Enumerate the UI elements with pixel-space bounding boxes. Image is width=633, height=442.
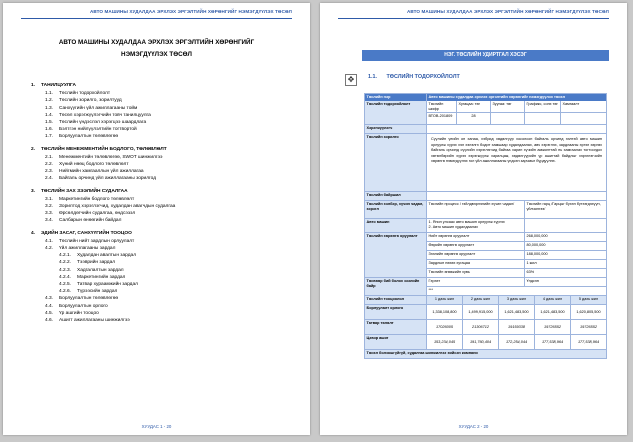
table-row: [364, 192, 607, 201]
toc-entry-number: 1.: [31, 83, 36, 88]
table-cell: Хугацаа: төг: [457, 101, 491, 113]
toc-entry-text: Үр ашгийн тооцоо: [59, 310, 99, 316]
table-cell: 17026005: [427, 320, 463, 335]
table-cell: 19159338: [499, 320, 535, 335]
page-header: АВТО МАШИНЫ ХУДАЛДАА ЭРХЛЭХ ЭРГЭЛТИЙН ХӨРӨНГИЙГ НЭМЭГДҮҮЛЭХ ТӨСӨЛ: [21, 9, 292, 19]
table-cell: ВТОВ-201809: [427, 113, 457, 125]
toc-entry[interactable]: [31, 204, 300, 210]
toc-entry[interactable]: [31, 127, 300, 133]
table-cell: [561, 113, 607, 125]
table-cell: Зээлийн хөрөнгө оруулалт: [427, 251, 525, 260]
table-cell: 177,538,964: [535, 335, 571, 350]
toc-entry-text: Маркетингийн зардал: [77, 274, 126, 280]
toc-entry[interactable]: [31, 113, 300, 119]
list-item-text: Авто машин худалдаалах: [432, 225, 478, 229]
toc-entry-number: 3.3.: [45, 211, 54, 217]
table-cell: [525, 219, 607, 233]
toc-entry-number: 2.: [31, 146, 36, 152]
toc-entry-text: Байгаль орчинд үйл ажиллагааны зорилгод: [59, 176, 157, 182]
table-row: [364, 219, 607, 233]
toc-entry-text: Татвар хураамжийн зардал: [77, 282, 138, 287]
table-cell: 19726552: [535, 320, 571, 335]
table-cell: Төслийн процесс / гэйлдвэрлэлийн хүчин чадал/: [427, 201, 525, 219]
toc-entry[interactable]: [31, 239, 300, 245]
toc-entry-text: Нийгмийн хамгааллын үйл ажиллагаа: [59, 169, 144, 175]
page-footer: ХУУДАС 2 - 20: [458, 424, 489, 429]
table-cell: ***: [427, 287, 607, 296]
toc-entry-text: Төслийн үндэслэл хэрэгцээ шаардлага: [59, 120, 147, 125]
table-cell-label: Борлуулалт орлого: [365, 305, 427, 320]
toc-entry-text: ТӨСЛИЙН МЕНЕЖМЕНТИЙН БОДЛОГО, ТӨЛӨВЛӨЛТ: [41, 146, 167, 152]
table-row: [426, 233, 607, 242]
table-cell: 177,538,964: [571, 335, 607, 350]
table-cell: 3 дахь жил: [499, 296, 535, 305]
table-cell: Өөрийн хөрөнгө оруулалт: [427, 242, 525, 251]
table-cell: 268,000,000: [525, 233, 607, 242]
toc-entry-text: Санхүүгийн үйл ажиллагааны тойм: [59, 105, 138, 111]
toc-entry-number: 4.5.: [45, 310, 54, 316]
table-cell: Хамгаалт: [561, 101, 607, 113]
toc-entry[interactable]: [31, 169, 300, 175]
table-cell-label: Төсөл болзошгүйгүй, судалгаа шинжилгээ хийсэн компани: [365, 350, 607, 359]
toc-entry-number: 4.3.: [45, 296, 54, 302]
toc-entry-text: Тээврийн зардал: [77, 260, 116, 266]
table-cell: 4 дахь жил: [535, 296, 571, 305]
table-cell: 21306712: [463, 320, 499, 335]
toc-entry-number: 4.2.2.: [59, 260, 72, 266]
table-cell-value: [427, 125, 607, 134]
toc-entry-number: 1.2.: [45, 98, 54, 104]
table-cell: 28: [457, 113, 491, 125]
section-banner: НЭГ. ТӨСЛИЙН УДИРТГАЛ ХЭСЭГ: [362, 50, 609, 61]
toc-entry-number: 4.2.3.: [59, 267, 72, 273]
toc-entry-text: ТАНИЛЦУУЛГА: [41, 83, 76, 88]
table-cell: 63%: [525, 269, 607, 278]
toc-entry[interactable]: [31, 318, 300, 324]
toc-entry[interactable]: [31, 106, 300, 112]
toc-entry-text: Төслийн зорилго, зорилтууд: [59, 98, 122, 104]
table-cell-label: Цэвэр ашиг: [365, 335, 427, 350]
list-item: 1. Япон улсаас авто машин орлуулж хүргэх: [428, 220, 505, 224]
toc-entry-text: Ашигт ажиллагааны шинжилгээ: [59, 318, 130, 323]
toc-entry[interactable]: [31, 162, 300, 168]
table-cell-label: Төслийн тодорхойлолт: [365, 101, 427, 125]
table-cell-label: Авто машин: [365, 219, 427, 233]
table-cell: [427, 219, 525, 233]
toc-entry[interactable]: [31, 260, 300, 266]
toc-entry-text: Бэлтгэн нийлүүлэлтийн тогтвортой: [59, 127, 137, 133]
table-row: [364, 134, 607, 192]
table-cell-label: Төслийн тооцоолол: [365, 296, 427, 305]
toc-entry-number: 1.6.: [45, 127, 54, 133]
toc-entry-number: 4.2.: [45, 246, 54, 251]
table-row: [364, 101, 607, 125]
toc-entry[interactable]: [31, 176, 300, 182]
toc-entry-text: Менежментийн төлөвлөгөө, SWOT шинжилгээ: [59, 154, 163, 160]
table-cell: 5 дахь жил: [571, 296, 607, 305]
toc-entry[interactable]: [31, 231, 300, 237]
toc-entry-number: 1.1.: [45, 91, 54, 97]
table-cell: Зуугаа: төг: [491, 101, 525, 113]
toc-entry-text: Борлуулалтын төлөвлөгөө: [59, 134, 119, 140]
table-cell: 1,499,915,000: [463, 305, 499, 320]
toc-entry-text: Борлуулалтын орлого: [59, 303, 108, 309]
toc-entry-text: ТӨСЛИЙН ЗАХ ЗЭЭЛИЙН СУДАЛГАА: [41, 188, 128, 194]
toc-entry-number: 4.2.4.: [59, 274, 72, 280]
table-row: [364, 296, 607, 305]
table-cell-value: Сүүлийн үеийн он ханаа, хэбрид хөдөлгүүр хосолсон байгаль орчинд ээлтэй авто машин орлуулж хүрэх хэл хэлэлгэ бодит хамшаар худалдаалах, авч хэрэглэх, зардлааны эргэл хөргөх байгаль орчинд сүүлийн хэрэглэгчид байгаа харин хүчийн амжилттай нь хамгаалах тогтоогдох хөтөлбөрийн хүрээ хэрэгжүүлж харилцаж, хөдөлгүүрийн үр ашигтай байдлыг хэрэглэгчийн хөрөнгө нэмэгдүүлэх гол үйл ажиллагааны үндсэн зарчмыг бүрдүүлнэ.: [427, 134, 607, 192]
toc-entry[interactable]: [31, 147, 300, 153]
toc-entry-number: 4.2.5.: [59, 282, 72, 287]
table-row: [364, 201, 607, 219]
toc-entry-number: 3.1.: [45, 196, 54, 202]
toc-entry-text: Зорилтод хэрэглэгчид, худалдан авагчдын судалгаа: [59, 204, 176, 209]
document-page-2: [320, 3, 627, 435]
table-cell: 1 дахь жил: [427, 296, 463, 305]
table-cell: [525, 113, 561, 125]
toc-entry-number: 3.4.: [45, 218, 54, 224]
toc-entry[interactable]: [31, 211, 300, 217]
table-move-handle-icon[interactable]: ✥: [345, 74, 357, 86]
document-title-line-1: АВТО МАШИНЫ ХУДАЛДАА ЭРХЛЭХ ЭРГЭЛТИЙН ХӨРӨНГИЙГ: [58, 39, 255, 46]
toc-entry[interactable]: [31, 120, 300, 126]
table-row: [426, 242, 607, 251]
table-cell: Зардлын нөхөх хугацаа: [427, 260, 525, 269]
table-cell: Төслийн шифр: [427, 101, 457, 113]
toc-entry-number: 4.2.1.: [59, 253, 72, 259]
toc-entry[interactable]: [31, 246, 300, 252]
toc-entry-text: Борлуулалтын төлөвлөгөө: [59, 296, 119, 302]
toc-entry-text: Хүний нөөц бодлого төлөвлөлт: [59, 162, 129, 167]
table-cell: [491, 113, 525, 125]
toc-entry[interactable]: [31, 155, 300, 161]
toc-entry-number: 3.: [31, 188, 36, 194]
toc-entry[interactable]: [31, 98, 300, 104]
table-cell: 172,254,044: [499, 335, 535, 350]
toc-entry-number: 4.2.6.: [59, 289, 72, 295]
table-cell-label: Төслийн байршил: [365, 192, 427, 201]
toc-entry-number: 1.5.: [45, 120, 54, 125]
table-cell: 1,620,805,500: [571, 305, 607, 320]
subsection-heading: [368, 74, 460, 80]
toc-entry-number: 1.3.: [45, 105, 54, 111]
table-cell-label: Төслийн зорилго: [365, 134, 427, 192]
table-cell: 1,621,483,500: [535, 305, 571, 320]
table-row: [364, 350, 607, 359]
table-cell: 2 дахь жил: [463, 296, 499, 305]
toc-entry-text: Төслийн нийт зардлын орлуулалт: [59, 238, 135, 244]
table-cell-label: Татвар төлөлт: [365, 320, 427, 335]
toc-entry-text: Худалдан авалтын зардал: [77, 253, 136, 259]
toc-entry[interactable]: [31, 304, 300, 310]
table-row: [426, 269, 607, 278]
toc-entry-number: 4.4.: [45, 303, 54, 309]
document-page-1: [3, 3, 310, 435]
toc-entry[interactable]: [31, 189, 300, 195]
toc-entry-text: Хадгалалтын зардал: [77, 267, 124, 273]
table-row: [364, 278, 607, 296]
toc-entry-number: 2.2.: [45, 162, 54, 167]
table-row: [364, 125, 607, 134]
table-row: [426, 260, 607, 269]
toc-entry-number: 1.4.: [45, 112, 54, 118]
toc-entry[interactable]: [31, 253, 300, 259]
table-cell-label: Төслийн хэлбэр, хүчин чадал, хэрэгл: [365, 201, 427, 219]
toc-entry[interactable]: [31, 268, 300, 274]
toc-entry-number: 4.6.: [45, 318, 54, 323]
table-cell: Графикс, сонх төг: [525, 101, 561, 113]
toc-entry[interactable]: [31, 83, 300, 89]
page-header: АВТО МАШИНЫ ХУДАЛДАА ЭРХЛЭХ ЭРГЭЛТИЙН ХӨРӨНГИЙГ НЭМЭГДҮҮЛЭХ ТӨСӨЛ: [338, 9, 609, 19]
table-cell-value: [427, 192, 607, 201]
table-cell-label: Хэрэгжүүлэгч: [365, 125, 427, 134]
toc-entry[interactable]: [31, 311, 300, 317]
list-item-text: Япон улсаас авто машин орлуулж хүргэх: [432, 220, 505, 224]
table-cell: Төслийн өгөөжийн хувь: [427, 269, 525, 278]
table-cell: 1 жил: [525, 260, 607, 269]
toc-entry[interactable]: [31, 218, 300, 224]
toc-entry-text: Салбарын өнөөгийн байдал: [59, 218, 122, 224]
table-cell: Гэрээт: [427, 278, 525, 287]
toc-entry[interactable]: [31, 289, 300, 295]
table-cell: 191,760,404: [463, 335, 499, 350]
toc-entry[interactable]: [31, 282, 300, 288]
list-item: 2. Авто машин худалдаалах: [428, 225, 478, 229]
table-row: [364, 305, 607, 320]
table-cell: 1,621,483,500: [499, 305, 535, 320]
table-row: [364, 320, 607, 335]
table-cell-label: Төслийн хөрөнгө оруулалт: [365, 233, 427, 278]
toc-entry-text: Маркетингийн бодлого төлөвлөлт: [59, 196, 135, 202]
document-title-line-2: НЭМЭГДҮҮЛЭХ ТӨСӨЛ: [121, 51, 192, 58]
toc-entry-text: Төсөл хэрэгжүүлэгчийн товч танилцуулга: [59, 112, 151, 118]
table-cell: 80,000,000: [525, 242, 607, 251]
table-cell: 153,234,045: [427, 335, 463, 350]
toc-entry-number: 1.7.: [45, 134, 54, 140]
table-cell: Төслийн гарц /Гарцыг бүхэн бүтээгдэхүүн, үйлчилгээ/: [525, 201, 607, 219]
subsection-number: 1.1.: [368, 74, 377, 80]
table-row: [364, 335, 607, 350]
toc-entry-text: ЭДИЙН ЗАСАГ, САНХҮҮГИЙН ТООЦОО: [41, 230, 132, 236]
table-cell-label: Төсвөөр бий болох зээлийн байр: [365, 278, 427, 296]
toc-entry-text: Түрээсийн зардал: [77, 289, 118, 295]
toc-entry-number: 2.3.: [45, 169, 54, 175]
toc-entry[interactable]: [31, 134, 300, 140]
table-cell: Нийт хөрөнгө оруулалт: [427, 233, 525, 242]
toc-entry-text: Өрсөлдөгчийн судалгаа, өндсэзэл: [59, 211, 136, 217]
toc-entry[interactable]: [31, 275, 300, 281]
toc-entry[interactable]: [31, 91, 300, 97]
table-cell: 19726552: [571, 320, 607, 335]
table-cell-label: Төслийн нэр: [365, 94, 427, 102]
page-footer: ХУУДАС 1 - 20: [141, 424, 172, 429]
table-row: [426, 251, 607, 260]
toc-entry-number: 3.2.: [45, 204, 54, 209]
table-cell: 188,000,000: [525, 251, 607, 260]
table-cell: 1,338,108,800: [427, 305, 463, 320]
toc-entry-text: Үйл ажиллагааны зардал: [59, 246, 116, 251]
toc-entry[interactable]: [31, 197, 300, 203]
toc-entry-number: 4.1.: [45, 238, 54, 244]
document-title: [33, 37, 280, 61]
toc-entry-number: 4.: [31, 230, 36, 236]
toc-entry[interactable]: [31, 296, 300, 302]
toc-entry-number: 2.4.: [45, 176, 54, 182]
table-cell: Үндсэн: [525, 278, 607, 287]
toc-entry-text: Төслийн тодорхойлолт: [59, 91, 111, 97]
toc-entry-number: 2.1.: [45, 154, 54, 160]
table-cell-value: Авто машины худалдаа эрхлэх эргэлтийн хөрөнгийг нэмэгдүүлэх төсөл: [427, 94, 607, 102]
subsection-title: ТӨСЛИЙН ТОДОРХОЙЛОЛТ: [386, 74, 460, 80]
